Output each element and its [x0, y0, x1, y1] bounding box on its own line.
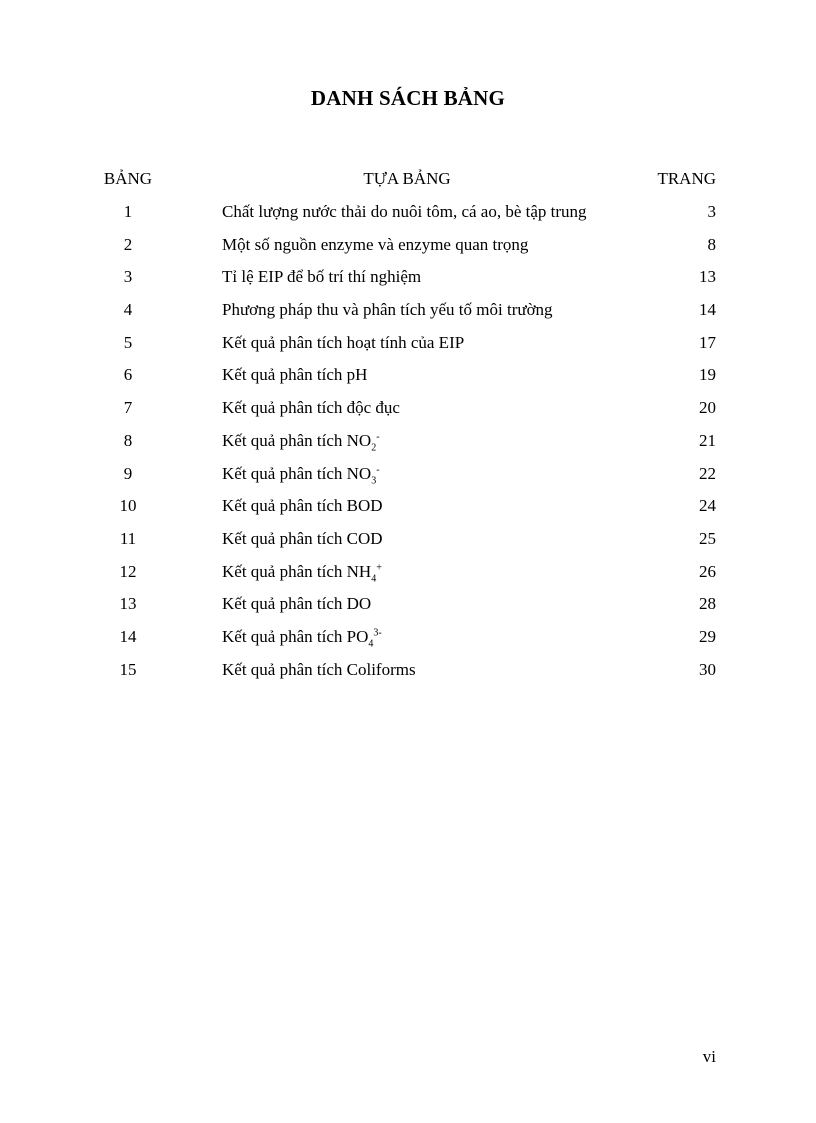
row-number: 4	[123, 300, 133, 320]
table-row	[0, 201, 816, 234]
formula-subscript: 2	[371, 442, 377, 454]
row-number: 5	[123, 332, 133, 352]
row-number: 7	[123, 398, 133, 418]
row-page: 14	[699, 300, 716, 320]
row-page: 3	[707, 202, 716, 221]
row-title: Kết quả phân tích pH	[222, 365, 368, 385]
row-number: 13	[119, 594, 137, 614]
row-page: 19	[699, 365, 716, 385]
formula-superscript: -	[376, 463, 380, 475]
row-page: 29	[699, 626, 716, 646]
table-row	[0, 495, 816, 528]
row-page: 28	[699, 594, 716, 614]
row-page: 22	[699, 463, 716, 483]
row-title: Kết quả phân tích hoạt tính của EIP	[222, 332, 465, 352]
row-page: 8	[707, 234, 716, 254]
table-row	[0, 266, 816, 299]
row-title-text: Kết quả phân tích NO	[222, 463, 372, 483]
row-title: Kết quả phân tích độc đục	[222, 398, 400, 418]
row-number: 11	[119, 528, 137, 548]
row-page: 25	[699, 528, 716, 548]
row-title: Kết quả phân tích COD	[222, 528, 383, 548]
formula-superscript: +	[376, 561, 382, 573]
page-title: DANH SÁCH BẢNG	[310, 86, 506, 110]
row-number: 3	[123, 267, 133, 287]
row-page: 30	[699, 659, 716, 679]
formula-superscript: -	[376, 431, 380, 443]
table-row	[0, 364, 816, 397]
formula-subscript: 4	[371, 572, 377, 584]
row-number: 15	[119, 659, 137, 679]
row-page: 17	[699, 332, 716, 352]
row-title-text: Kết quả phân tích PO	[222, 626, 369, 646]
table-row	[0, 528, 816, 561]
row-page: 13	[699, 267, 716, 287]
row-page: 24	[699, 496, 716, 516]
row-title-text: Kết quả phân tích NO	[222, 430, 372, 450]
row-number: 14	[119, 626, 137, 646]
row-number: 8	[123, 430, 133, 450]
table-body	[0, 201, 816, 691]
row-number: 9	[123, 463, 133, 483]
row-number: 6	[123, 365, 133, 385]
table-row	[0, 593, 816, 626]
row-page: 20	[699, 398, 716, 418]
header-number: BẢNG	[103, 169, 153, 188]
row-number: 2	[123, 234, 133, 254]
row-number: 10	[119, 496, 137, 516]
formula-subscript: 4	[368, 638, 374, 650]
page-number: vi	[702, 1047, 716, 1066]
formula-subscript: 3	[371, 474, 377, 486]
table-row	[0, 397, 816, 430]
row-title: Tỉ lệ EIP để bố trí thí nghiệm	[222, 267, 422, 287]
formula-superscript: 3-	[373, 627, 382, 639]
header-page: TRANG	[657, 169, 716, 188]
row-number: 12	[119, 561, 137, 581]
table-row	[0, 561, 816, 594]
table-row	[0, 234, 816, 267]
row-title: Phương pháp thu và phân tích yếu tố môi trường	[222, 300, 553, 320]
row-title	[222, 463, 380, 485]
header-title: TỰA BẢNG	[363, 169, 451, 188]
row-number: 1	[123, 202, 133, 221]
row-title: Một số nguồn enzyme và enzyme quan trọng	[222, 234, 529, 254]
row-title: Kết quả phân tích Coliforms	[222, 659, 416, 679]
row-title: Chất lượng nước thải do nuôi tôm, cá ao, bè tập trung	[222, 202, 587, 221]
table-row	[0, 332, 816, 365]
row-title-text: Kết quả phân tích NH	[222, 561, 372, 581]
table-row	[0, 463, 816, 496]
table-row	[0, 659, 816, 692]
row-title: Kết quả phân tích BOD	[222, 496, 383, 516]
table-header	[0, 169, 816, 191]
row-title	[222, 561, 382, 583]
row-title: Kết quả phân tích DO	[222, 594, 372, 614]
table-row	[0, 626, 816, 659]
table-row	[0, 430, 816, 463]
table-row	[0, 299, 816, 332]
row-page: 26	[699, 561, 716, 581]
row-title	[222, 626, 382, 648]
row-page: 21	[699, 430, 716, 450]
row-title	[222, 430, 380, 452]
